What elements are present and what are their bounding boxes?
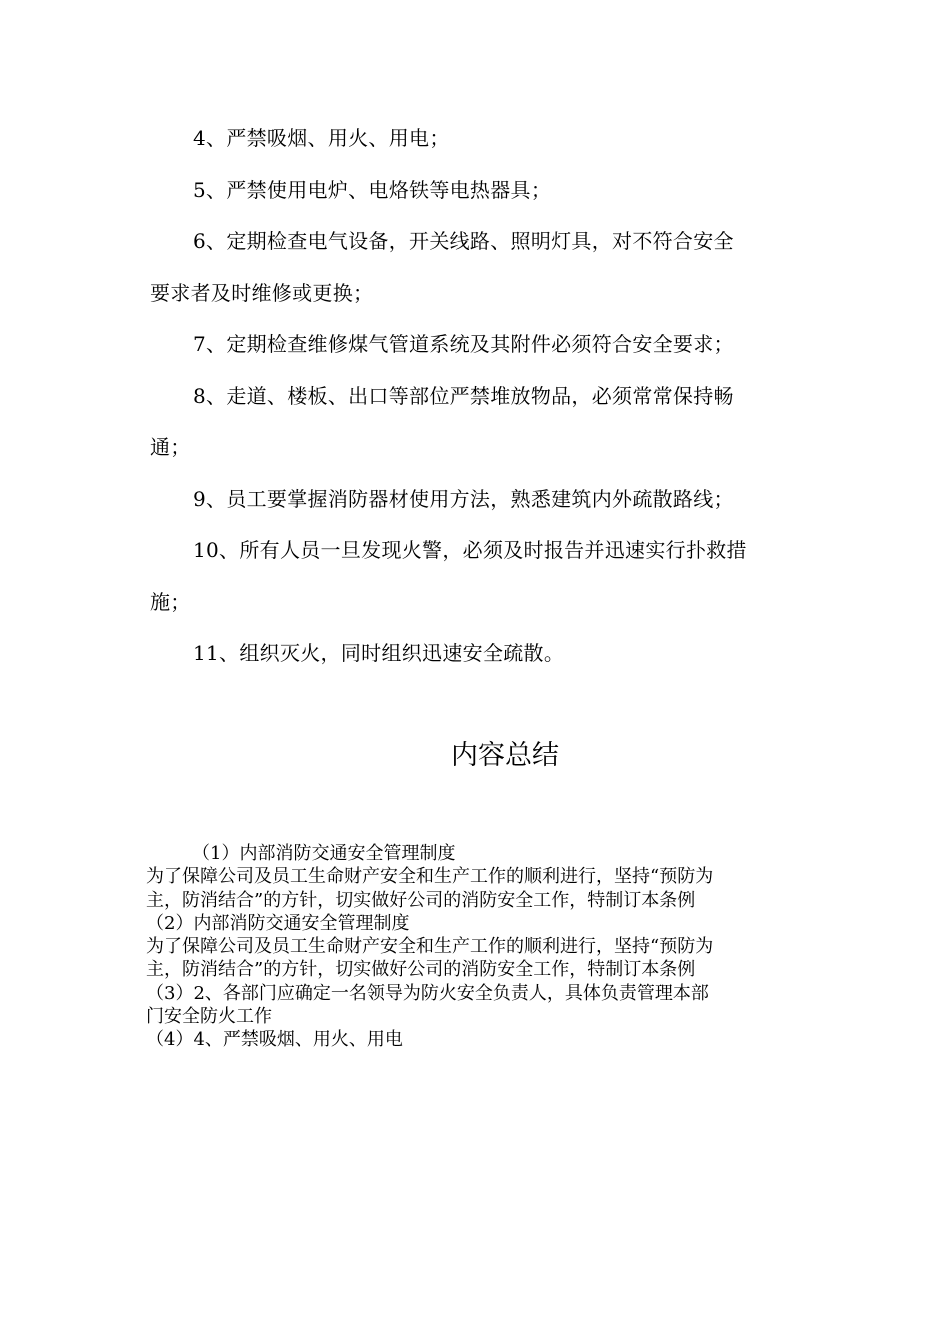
rule-item-7: 7、定期检查维修煤气管道系统及其附件必须符合安全要求； bbox=[193, 332, 734, 356]
rule-item-8-continuation: 通； bbox=[150, 435, 191, 459]
rule-item-4: 4、严禁吸烟、用火、用电； bbox=[193, 126, 450, 150]
rule-item-11: 11、组织灭火，同时组织迅速安全疏散。 bbox=[193, 641, 565, 665]
rule-item-10-continuation: 施； bbox=[150, 589, 191, 614]
summary-line: 为了保障公司及员工生命财产安全和生产工作的顺利进行，坚持“预防为 bbox=[146, 936, 714, 958]
summary-line: 主，防消结合”的方针，切实做好公司的消防安全工作，特制订本条例 bbox=[146, 889, 696, 911]
rule-item-5: 5、严禁使用电炉、电烙铁等电热器具； bbox=[193, 177, 552, 202]
summary-line: （4）4、严禁吸烟、用火、用电 bbox=[146, 1029, 403, 1051]
rules-section bbox=[150, 113, 800, 680]
rule-item-6: 6、定期检查电气设备，开关线路、照明灯具，对不符合安全 bbox=[193, 229, 734, 253]
summary-line: 门安全防火工作 bbox=[146, 1006, 272, 1028]
rule-item-10: 10、所有人员一旦发现火警，必须及时报告并迅速实行扑救措 bbox=[193, 538, 747, 562]
summary-section bbox=[146, 842, 816, 1052]
summary-line: 为了保障公司及员工生命财产安全和生产工作的顺利进行，坚持“预防为 bbox=[146, 866, 714, 888]
summary-line: （3）2、各部门应确定一名领导为防火安全负责人，具体负责管理本部 bbox=[146, 982, 709, 1004]
rule-item-8: 8、走道、楼板、出口等部位严禁堆放物品，必须常常保持畅 bbox=[193, 383, 734, 408]
summary-line: （2）内部消防交通安全管理制度 bbox=[146, 912, 410, 934]
rule-item-9: 9、员工要掌握消防器材使用方法，熟悉建筑内外疏散路线； bbox=[193, 486, 734, 511]
rule-item-6-continuation: 要求者及时维修或更换； bbox=[150, 280, 374, 305]
summary-line: 主，防消结合”的方针，切实做好公司的消防安全工作，特制订本条例 bbox=[146, 959, 696, 981]
summary-line: （1）内部消防交通安全管理制度 bbox=[192, 843, 456, 864]
summary-title: 内容总结 bbox=[451, 740, 559, 771]
